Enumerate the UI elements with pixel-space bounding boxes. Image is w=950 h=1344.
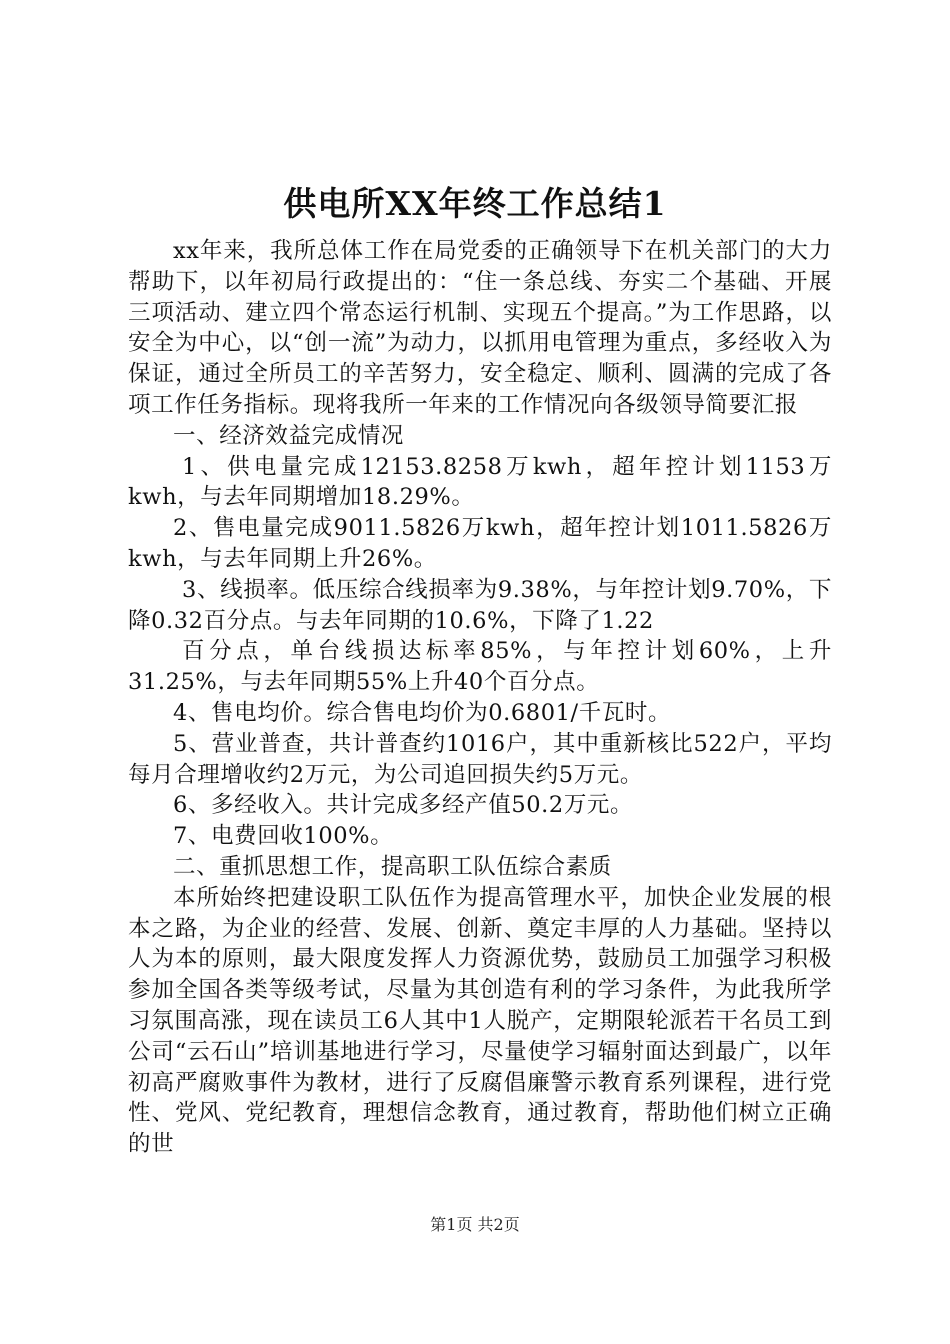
- paragraph-item-1: 1、供电量完成12153.8258万kwh，超年控计划1153万kwh，与去年同期增加18.29%。: [128, 453, 832, 511]
- document-title: 供电所XX年终工作总结1: [283, 184, 667, 223]
- paragraph-item-7: 7、电费回收100%。: [173, 823, 394, 850]
- section-heading-economic: 一、经济效益完成情况: [173, 422, 405, 449]
- paragraph-item-5: 5、营业普查，共计普查约1016户，其中重新核比522户，平均每月合理增收约2万元，为公司追回损失约5万元。: [128, 730, 832, 788]
- page-footer: 第1页 共2页: [430, 1215, 520, 1234]
- paragraph-intro: xx年来，我所总体工作在局党委的正确领导下在机关部门的大力帮助下，以年初局行政提出的：“住一条总线、夯实二个基础、开展三项活动、建立四个常态运行机制、实现五个提高。”为工作思路，以安全为中心，以“创一流”为动力，以抓用电管理为重点，多经收入为保证，通过全所员工的辛苦努力，安全稳定、顺利、圆满的完成了各项工作任务指标。现将我所一年来的工作情况向各级领导简要汇报: [128, 238, 832, 418]
- paragraph-item-4: 4、售电均价。综合售电均价为0.6801/千瓦时。: [173, 699, 672, 726]
- paragraph-staff: 本所始终把建设职工队伍作为提高管理水平，加快企业发展的根本之路，为企业的经营、发展、创新、奠定丰厚的人力基础。坚持以人为本的原则，最大限度发挥人力资源优势，鼓励员工加强学习积极参加全国各类等级考试，尽量为其创造有利的学习条件，为此我所学习氛围高涨，现在读员工6人其中1人脱产，定期限轮派若干名员工到公司“云石山”培训基地进行学习，尽量使学习辐射面达到最广，以年初高严腐败事件为教材，进行了反腐倡廉警示教育系列课程，进行党性、党风、党纪教育，理想信念教育，通过教育，帮助他们树立正确的世: [128, 884, 832, 1158]
- document-body: [128, 236, 832, 1160]
- paragraph-item-6: 6、多经收入。共计完成多经产值50.2万元。: [173, 792, 634, 819]
- paragraph-item-2: 2、售电量完成9011.5826万kwh，超年控计划1011.5826万kwh，与去年同期上升26%。: [128, 515, 832, 572]
- section-heading-staff: 二、重抓思想工作，提高职工队伍综合素质: [173, 853, 612, 880]
- paragraph-item-3-continued: 百分点，单台线损达标率85%，与年控计划60%，上升31.25%，与去年同期55%上升40个百分点。: [128, 638, 832, 696]
- paragraph-item-3: 3、线损率。低压综合线损率为9.38%，与年控计划9.70%，下降0.32百分点。与去年同期的10.6%，下降了1.22: [128, 576, 832, 634]
